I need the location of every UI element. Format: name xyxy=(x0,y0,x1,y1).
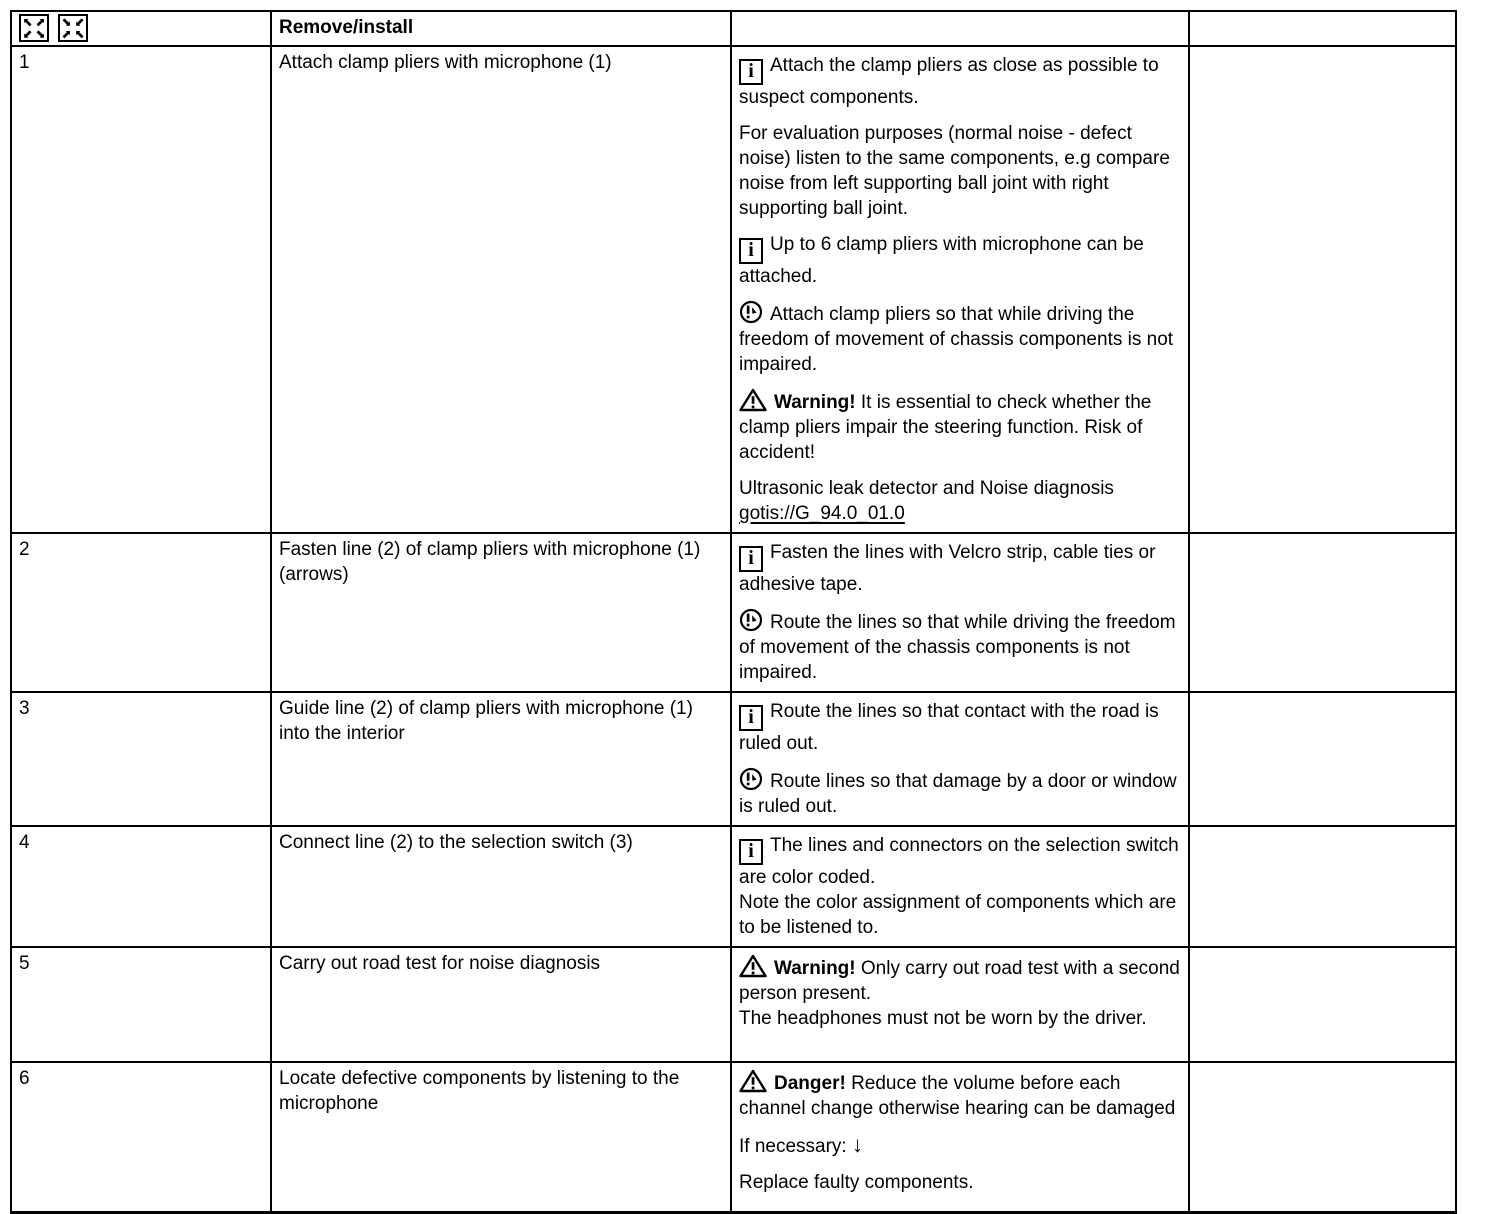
note-paragraph xyxy=(739,300,1181,377)
note-paragraph xyxy=(739,608,1181,685)
table-row xyxy=(11,692,1456,826)
info-text: For evaluation purposes (normal noise - defect noise) listen to the same components, e.g compare noise from left supporting ball joint with right supporting ball joint. xyxy=(739,123,1170,219)
step-number: 3 xyxy=(11,692,271,826)
info-paragraph xyxy=(739,53,1181,110)
info-paragraph xyxy=(739,833,1181,940)
step-action: Carry out road test for noise diagnosis xyxy=(271,947,731,1062)
column-header-remove-install: Remove/install xyxy=(271,11,731,46)
step-number: 2 xyxy=(11,533,271,692)
warning-text-line2: The headphones must not be worn by the driver. xyxy=(739,1008,1147,1029)
step-action: Attach clamp pliers with microphone (1) xyxy=(271,46,731,533)
step-action: Fasten line (2) of clamp pliers with microphone (1) (arrows) xyxy=(271,533,731,692)
step-action: Connect line (2) to the selection switch (3) xyxy=(271,826,731,947)
extra-cell xyxy=(1189,46,1456,533)
info-text: Attach the clamp pliers as close as possible to suspect components. xyxy=(739,55,1159,108)
info-paragraph xyxy=(739,232,1181,289)
note-paragraph xyxy=(739,767,1181,819)
header-row xyxy=(11,11,1456,46)
extra-cell xyxy=(1189,1062,1456,1212)
step-info-cell xyxy=(731,46,1189,533)
info-icon xyxy=(739,705,763,731)
table-row xyxy=(11,947,1456,1062)
step-number: 1 xyxy=(11,46,271,533)
info-icon xyxy=(739,59,763,85)
note-icon xyxy=(739,767,763,791)
table-row xyxy=(11,46,1456,533)
table-row xyxy=(11,826,1456,947)
note-icon xyxy=(739,608,763,632)
danger-label: Danger! xyxy=(774,1073,846,1094)
extra-cell xyxy=(1189,692,1456,826)
info-text: The lines and connectors on the selection switch are color coded. xyxy=(739,835,1179,888)
note-text: Route lines so that damage by a door or window is ruled out. xyxy=(739,771,1177,817)
step-number: 4 xyxy=(11,826,271,947)
info-icon xyxy=(739,546,763,572)
step-info-cell xyxy=(731,1062,1189,1212)
expand-all-icon[interactable]: ⬉ ⬈ ⬋ ⬊ xyxy=(19,14,49,42)
warning-text: Only carry out road test with a second person present. xyxy=(739,958,1180,1004)
info-text: Replace faulty components. xyxy=(739,1172,974,1193)
info-text: Route the lines so that contact with the road is ruled out. xyxy=(739,701,1159,754)
extra-cell xyxy=(1189,826,1456,947)
icons-header-cell xyxy=(11,11,271,46)
info-icon xyxy=(739,238,763,264)
note-text: Route the lines so that while driving the freedom of movement of the chassis components is not impaired. xyxy=(739,612,1176,683)
danger-text: Reduce the volume before each channel change otherwise hearing can be damaged xyxy=(739,1073,1176,1119)
info-text-line2: Note the color assignment of components which are to be listened to. xyxy=(739,892,1177,938)
step-info-cell xyxy=(731,947,1189,1062)
extra-cell xyxy=(1189,947,1456,1062)
warning-paragraph xyxy=(739,388,1181,465)
info-paragraph xyxy=(739,540,1181,597)
warning-label: Warning! xyxy=(774,392,856,413)
warning-icon xyxy=(739,954,767,978)
danger-icon xyxy=(739,1069,767,1093)
extra-cell xyxy=(1189,533,1456,692)
step-number: 5 xyxy=(11,947,271,1062)
danger-paragraph xyxy=(739,1069,1181,1121)
step-info-cell xyxy=(731,533,1189,692)
info-paragraph xyxy=(739,1132,1181,1159)
info-text: Up to 6 clamp pliers with microphone can be attached. xyxy=(739,234,1144,287)
info-paragraph xyxy=(739,699,1181,756)
warning-text: It is essential to check whether the clamp pliers impair the steering function. Risk of accident! xyxy=(739,392,1152,463)
info-header-cell xyxy=(731,11,1189,46)
procedure-table xyxy=(10,10,1457,1214)
info-text: Fasten the lines with Velcro strip, cable ties or adhesive tape. xyxy=(739,542,1156,595)
info-paragraph xyxy=(739,121,1181,221)
link-paragraph xyxy=(739,476,1181,526)
step-info-cell xyxy=(731,826,1189,947)
warning-label: Warning! xyxy=(774,958,856,979)
info-icon xyxy=(739,839,763,865)
down-arrow-icon: ↓ xyxy=(852,1132,863,1157)
info-text: If necessary: xyxy=(739,1136,852,1157)
gotis-link[interactable]: gotis://G_94.0_01.0 xyxy=(739,503,905,524)
extra-header-cell xyxy=(1189,11,1456,46)
link-lead-text: Ultrasonic leak detector and Noise diagnosis xyxy=(739,478,1114,499)
table-row xyxy=(11,533,1456,692)
step-number: 6 xyxy=(11,1062,271,1212)
table-row xyxy=(11,1062,1456,1212)
note-icon xyxy=(739,300,763,324)
warning-icon xyxy=(739,388,767,412)
note-text: Attach clamp pliers so that while driving the freedom of movement of chassis components is not impaired. xyxy=(739,304,1174,375)
step-action: Locate defective components by listening to the microphone xyxy=(271,1062,731,1212)
collapse-all-icon[interactable]: ⬊ ⬋ ⬈ ⬉ xyxy=(58,14,88,42)
step-info-cell xyxy=(731,692,1189,826)
step-action: Guide line (2) of clamp pliers with microphone (1) into the interior xyxy=(271,692,731,826)
warning-paragraph xyxy=(739,954,1181,1031)
info-paragraph xyxy=(739,1170,1181,1195)
